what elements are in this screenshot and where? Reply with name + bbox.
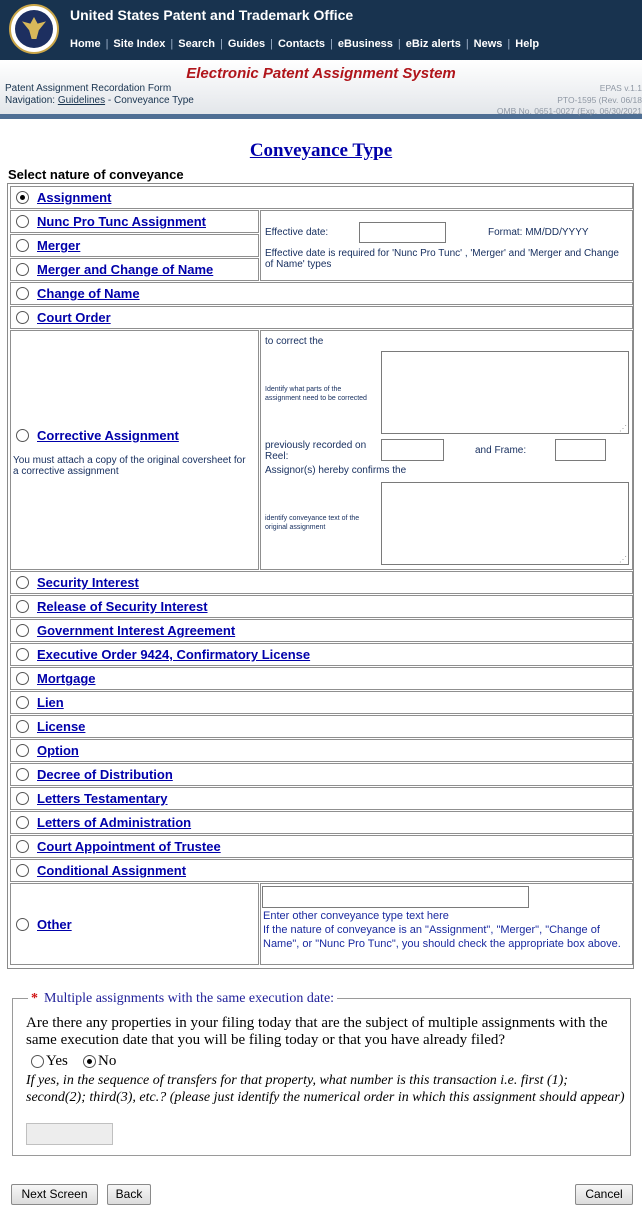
multiple-assignments-question: Are there any properties in your filing today that are the subject of multiple assignments with the same execution date that you will be filing today or that you have already filed? xyxy=(26,1015,608,1048)
resize-grip-icon[interactable]: ⋰ xyxy=(619,555,627,564)
option-label-corrective-assignment[interactable]: Corrective Assignment xyxy=(37,428,179,443)
option-label-merger[interactable]: Merger xyxy=(37,238,81,253)
option-option[interactable] xyxy=(10,739,633,762)
radio-assignment[interactable] xyxy=(16,191,29,204)
radio-conditional-assignment[interactable] xyxy=(16,864,29,877)
option-government-interest[interactable] xyxy=(10,619,633,642)
option-corrective-assignment[interactable] xyxy=(10,330,259,570)
nav-home[interactable]: Home xyxy=(70,38,101,50)
option-change-of-name[interactable] xyxy=(10,282,633,305)
option-nunc-pro-tunc[interactable] xyxy=(10,210,259,233)
radio-lien[interactable] xyxy=(16,696,29,709)
omb-number: OMB No. 0651-0027 (Exp. 06/30/2021 xyxy=(496,106,642,116)
option-label-other[interactable]: Other xyxy=(37,916,72,932)
effective-date-format: Format: MM/DD/YYYY xyxy=(488,227,589,238)
resize-grip-icon[interactable]: ⋰ xyxy=(619,424,627,433)
radio-nunc-pro-tunc[interactable] xyxy=(16,215,29,228)
cancel-button[interactable]: Cancel xyxy=(575,1184,633,1205)
other-panel xyxy=(260,883,633,965)
radio-letters-testamentary[interactable] xyxy=(16,792,29,805)
breadcrumb-guidelines-link[interactable]: Guidelines xyxy=(57,95,106,106)
radio-court-order[interactable] xyxy=(16,311,29,324)
page-title xyxy=(0,140,642,162)
option-label-letters-testamentary[interactable]: Letters Testamentary xyxy=(37,791,168,806)
option-label-change-of-name[interactable]: Change of Name xyxy=(37,286,140,301)
option-lien[interactable] xyxy=(10,691,633,714)
radio-corrective-assignment[interactable] xyxy=(16,429,29,442)
radio-security-interest[interactable] xyxy=(16,576,29,589)
option-release-security-interest[interactable] xyxy=(10,595,633,618)
radio-merger-change-name[interactable] xyxy=(16,263,29,276)
reel-input[interactable] xyxy=(381,439,444,461)
option-label-court-order[interactable]: Court Order xyxy=(37,310,111,325)
radio-option[interactable] xyxy=(16,744,29,757)
radio-no[interactable] xyxy=(83,1055,96,1068)
option-label-mortgage[interactable]: Mortgage xyxy=(37,671,96,686)
select-conveyance-label: Select nature of conveyance xyxy=(8,167,184,182)
other-conveyance-input[interactable] xyxy=(262,886,529,908)
nav-contacts[interactable]: Contacts xyxy=(277,38,326,50)
assignor-confirms-label: Assignor(s) hereby confirms the xyxy=(265,465,407,476)
nav-search[interactable]: Search xyxy=(178,38,215,50)
uspto-seal-logo[interactable] xyxy=(9,4,59,54)
multiple-assignments-legend xyxy=(28,991,337,1007)
radio-change-of-name[interactable] xyxy=(16,287,29,300)
breadcrumb xyxy=(5,95,194,106)
back-button[interactable]: Back xyxy=(107,1184,151,1205)
radio-letters-administration[interactable] xyxy=(16,816,29,829)
option-letters-administration[interactable] xyxy=(10,811,633,834)
pto-form-number: PTO-1595 (Rev. 06/18 xyxy=(557,95,642,105)
option-label-conditional-assignment[interactable]: Conditional Assignment xyxy=(37,863,187,878)
option-mortgage[interactable] xyxy=(10,667,633,690)
option-label-assignment[interactable]: Assignment xyxy=(37,190,112,205)
option-conditional-assignment[interactable] xyxy=(10,859,633,882)
other-enter-text: Enter other conveyance type text here xyxy=(263,910,449,922)
system-title: Electronic Patent Assignment System xyxy=(186,65,456,82)
page-title-link[interactable]: Conveyance Type xyxy=(249,140,393,161)
next-screen-button[interactable]: Next Screen xyxy=(11,1184,98,1205)
option-label-license[interactable]: License xyxy=(37,719,86,734)
frame-label: and Frame: xyxy=(475,445,527,456)
option-executive-order[interactable] xyxy=(10,643,633,666)
identify-parts-label: Identify what parts of the assignment need to be corrected xyxy=(265,386,367,402)
top-navigation: Home | Site Index | Search | Guides | Contacts | eBusiness | eBiz alerts | News | Help xyxy=(70,38,540,50)
frame-input[interactable] xyxy=(555,439,606,461)
option-court-order[interactable] xyxy=(10,306,633,329)
nav-site-index[interactable]: Site Index xyxy=(113,38,166,50)
option-decree-distribution[interactable] xyxy=(10,763,633,786)
nav-news[interactable]: News xyxy=(473,38,503,50)
form-name: Patent Assignment Recordation Form xyxy=(5,83,172,94)
effective-date-input[interactable] xyxy=(359,222,446,243)
site-header xyxy=(0,0,642,60)
option-merger[interactable] xyxy=(10,234,259,257)
required-star-icon: * xyxy=(31,991,38,1006)
radio-license[interactable] xyxy=(16,720,29,733)
option-label-lien[interactable]: Lien xyxy=(37,695,64,710)
no-label: No xyxy=(98,1053,117,1069)
radio-court-appointment-trustee[interactable] xyxy=(16,840,29,853)
radio-release-security-interest[interactable] xyxy=(16,600,29,613)
breadcrumb-current: - Conveyance Type xyxy=(107,95,194,106)
option-label-option[interactable]: Option xyxy=(37,743,79,758)
option-label-executive-order[interactable]: Executive Order 9424, Confirmatory License xyxy=(37,647,311,662)
corrective-panel xyxy=(260,330,633,570)
option-other[interactable] xyxy=(10,883,259,965)
option-label-nunc-pro-tunc[interactable]: Nunc Pro Tunc Assignment xyxy=(37,214,207,229)
previously-recorded-label: previously recorded on Reel: xyxy=(265,440,367,462)
option-letters-testamentary[interactable] xyxy=(10,787,633,810)
option-assignment[interactable] xyxy=(10,186,633,209)
option-license[interactable] xyxy=(10,715,633,738)
correction-textarea[interactable] xyxy=(381,351,629,434)
radio-merger[interactable] xyxy=(16,239,29,252)
multiple-assignments-legend-text: Multiple assignments with the same execution date: xyxy=(44,991,335,1006)
effective-date-label: Effective date: xyxy=(265,227,329,238)
site-title: United States Patent and Trademark Office xyxy=(70,7,354,23)
option-label-government-interest[interactable]: Government Interest Agreement xyxy=(37,623,236,638)
sequence-number-input[interactable] xyxy=(26,1123,113,1145)
option-security-interest[interactable] xyxy=(10,571,633,594)
radio-yes[interactable] xyxy=(31,1055,44,1068)
option-label-security-interest[interactable]: Security Interest xyxy=(37,575,139,590)
nav-guides[interactable]: Guides xyxy=(227,38,266,50)
nav-help[interactable]: Help xyxy=(515,38,540,50)
radio-mortgage[interactable] xyxy=(16,672,29,685)
no-option[interactable] xyxy=(83,1053,116,1070)
radio-government-interest[interactable] xyxy=(16,624,29,637)
nav-ebiz-alerts[interactable]: eBiz alerts xyxy=(405,38,461,50)
breadcrumb-prefix: Navigation: xyxy=(5,95,56,106)
other-note: If the nature of conveyance is an "Assignment", "Merger", "Change of Name", or "Nunc Pro Tunc", you should check the appropriate box above. xyxy=(263,924,621,950)
corrective-note: You must attach a copy of the original coversheet for a corrective assignment xyxy=(13,455,246,477)
option-label-court-appointment-trustee[interactable]: Court Appointment of Trustee xyxy=(37,839,221,854)
option-label-release-security-interest[interactable]: Release of Security Interest xyxy=(37,599,208,614)
radio-other[interactable] xyxy=(16,918,29,931)
option-court-appointment-trustee[interactable] xyxy=(10,835,633,858)
option-merger-change-name[interactable] xyxy=(10,258,259,281)
epas-version: EPAS v.1.1 xyxy=(599,83,642,93)
to-correct-label: to correct the xyxy=(265,336,324,347)
yes-label: Yes xyxy=(46,1053,68,1069)
system-banner xyxy=(0,60,642,119)
radio-decree-distribution[interactable] xyxy=(16,768,29,781)
identify-text-label: identify conveyance text of the original assignment xyxy=(265,515,360,531)
nav-ebusiness[interactable]: eBusiness xyxy=(337,38,393,50)
option-label-letters-administration[interactable]: Letters of Administration xyxy=(37,815,192,830)
effective-date-note: Effective date is required for 'Nunc Pro Tunc' , 'Merger' and 'Merger and Change of Name' types xyxy=(265,248,619,270)
yes-option[interactable] xyxy=(31,1053,68,1070)
option-label-merger-change-name[interactable]: Merger and Change of Name xyxy=(37,262,214,277)
sequence-instructions: If yes, in the sequence of transfers for that property, what number is this transaction i.e. first (1); second(2); third(3), etc.? (please just identify the numerical order in which this assignment should appear) xyxy=(26,1073,625,1105)
option-label-decree-distribution[interactable]: Decree of Distribution xyxy=(37,767,173,782)
conveyance-text-textarea[interactable] xyxy=(381,482,629,565)
effective-date-panel xyxy=(260,210,633,281)
radio-executive-order[interactable] xyxy=(16,648,29,661)
